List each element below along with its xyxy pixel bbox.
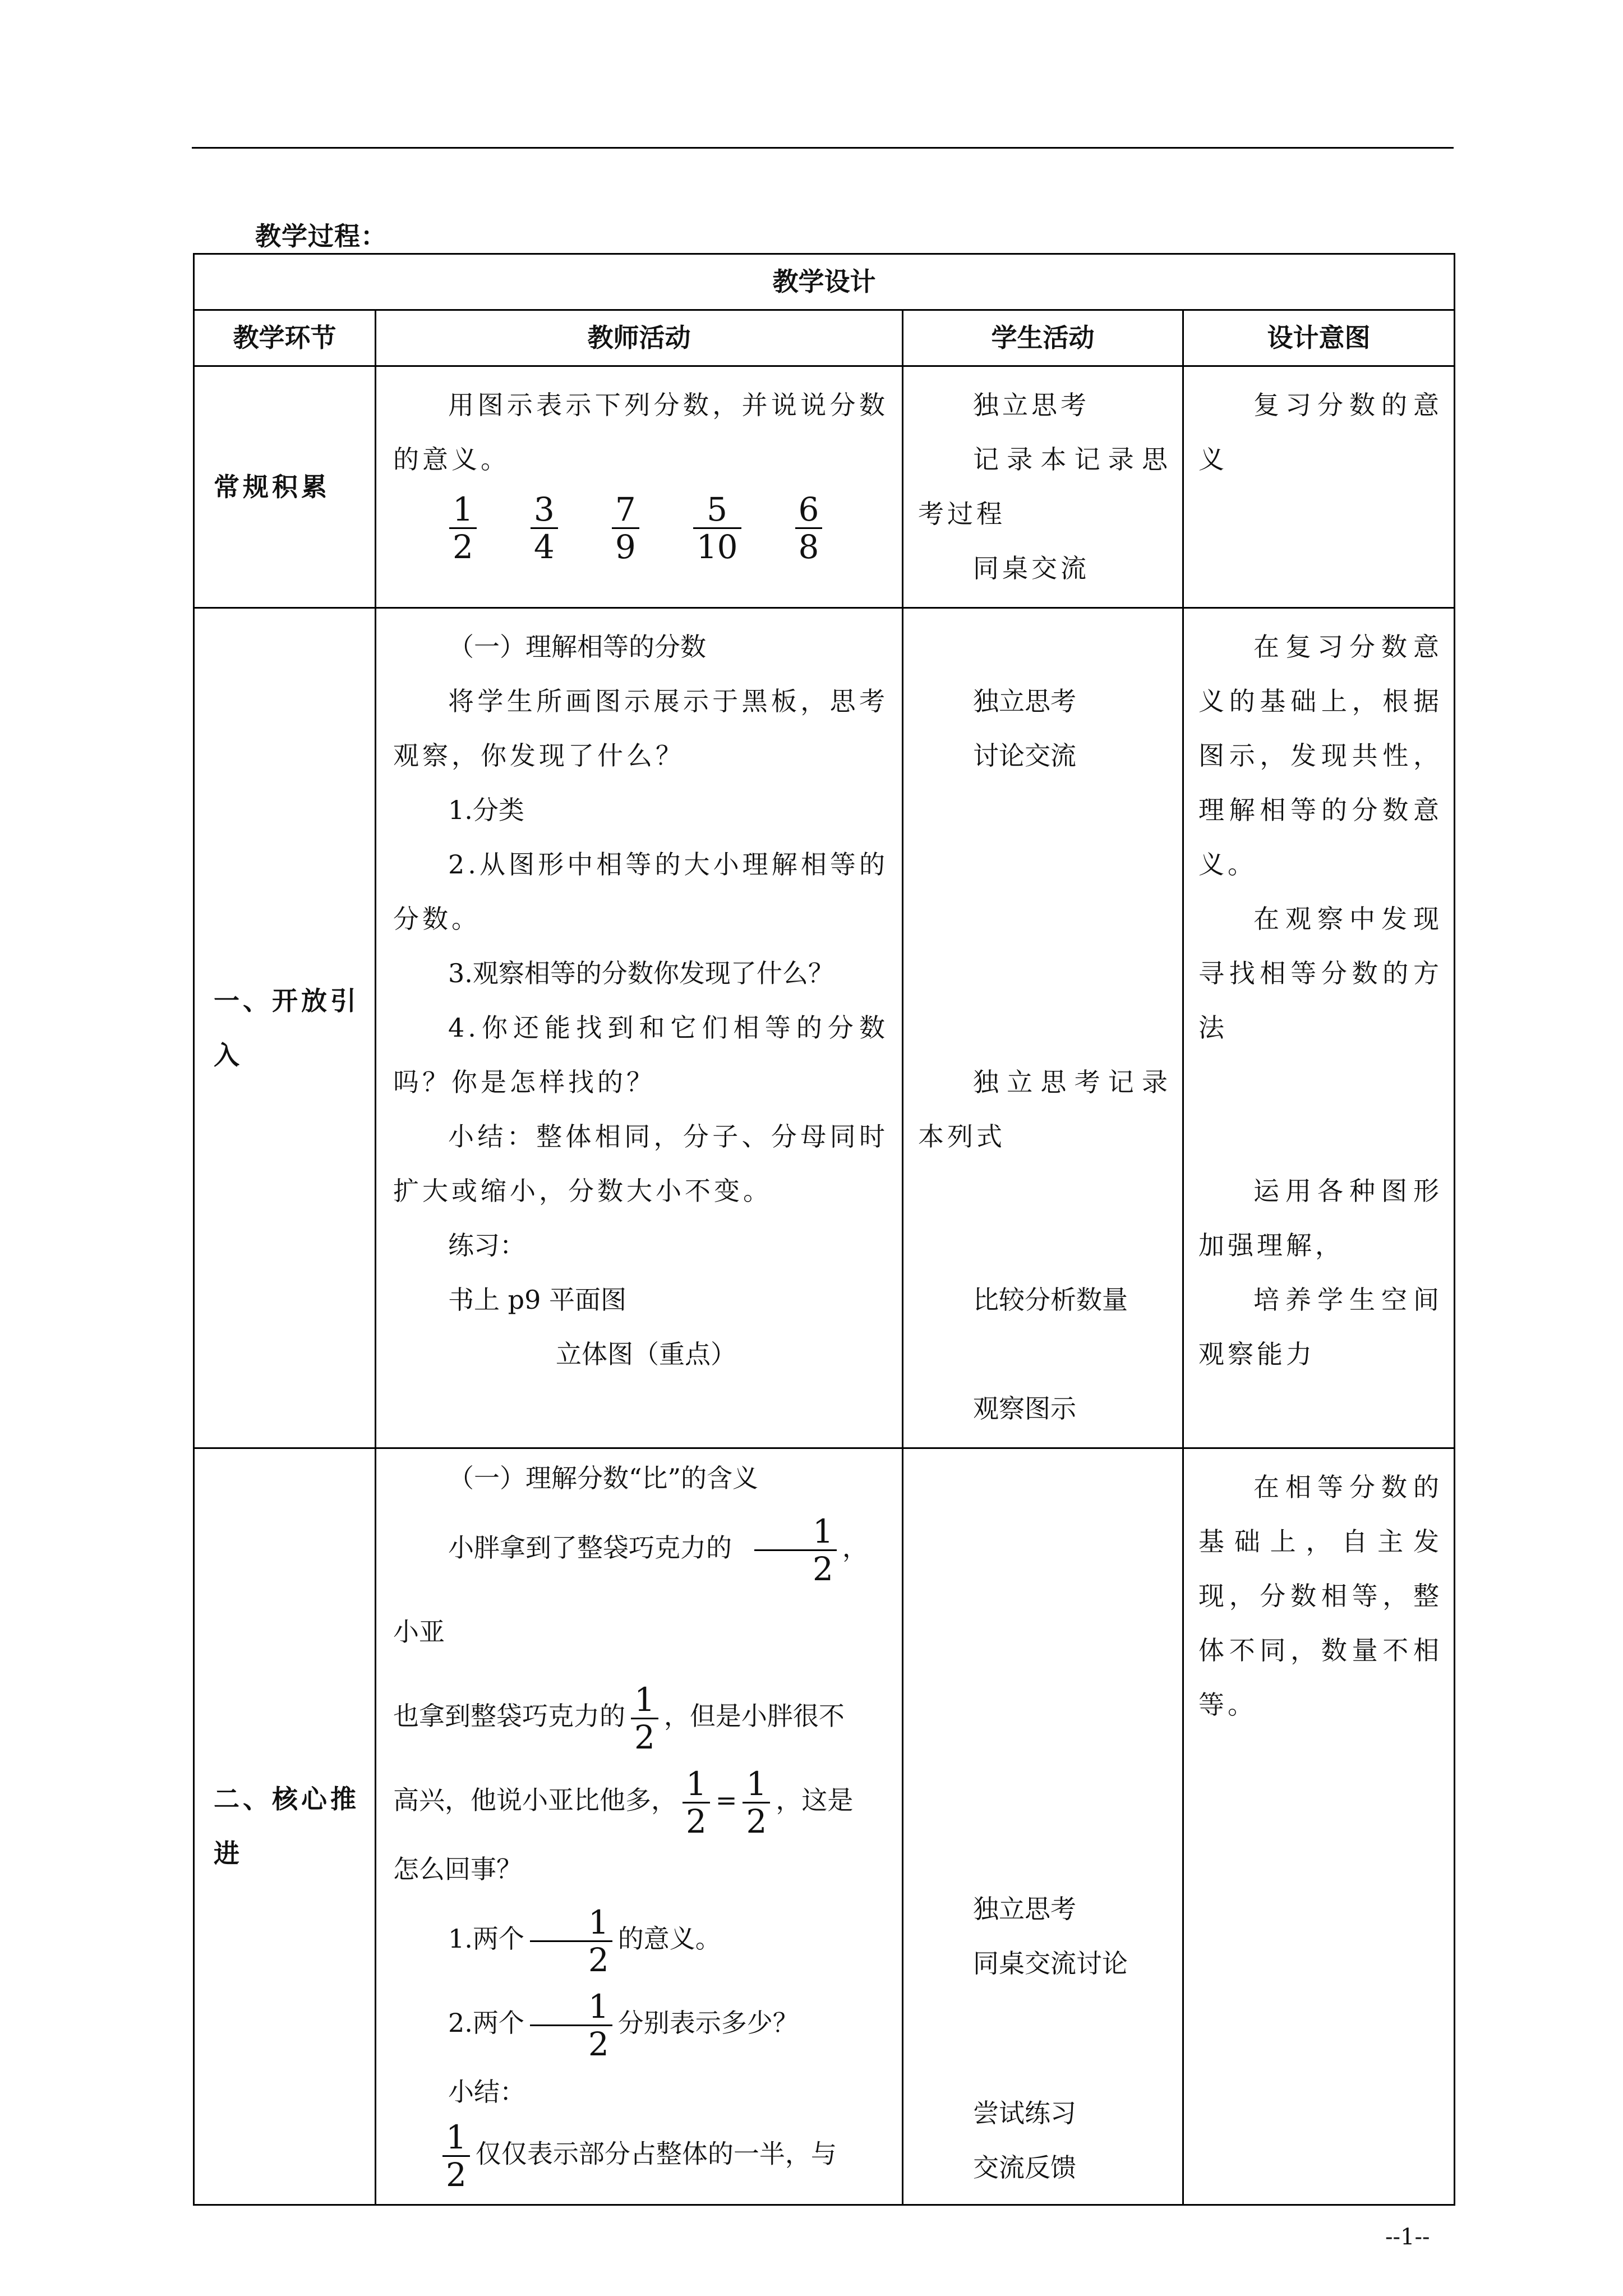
fraction: $\frac{1}{2}$ xyxy=(631,1682,658,1755)
student-line: 尝试练习 xyxy=(973,2098,1076,2128)
teacher-line: 用图示表示下列分数，并说说分数的意义。 xyxy=(393,390,888,475)
student-line: 观察图示 xyxy=(973,1393,1076,1424)
fraction-list xyxy=(393,491,888,565)
table-title: 教学设计 xyxy=(194,254,1455,310)
fraction: $\frac{1}{2}$ xyxy=(530,1989,612,2062)
student-line: 交流反馈 xyxy=(973,2152,1076,2183)
teacher-line: 高兴，他说小亚比他多， $\frac{1}{2}$ = $\frac{1}{2}$ ，这是 xyxy=(393,1764,854,1841)
student-line: 讨论交流 xyxy=(973,740,1076,771)
fraction: $\frac{7}{9}$ xyxy=(612,491,639,565)
teacher-line: 2.从图形中相等的大小理解相等的分数。 xyxy=(393,849,888,934)
fraction: $\frac{5}{10}$ xyxy=(693,491,741,565)
fraction: $\frac{1}{2}$ xyxy=(449,491,477,565)
table-header-row xyxy=(194,310,1455,366)
student-line: 独立思考记录本列式 xyxy=(918,1067,1171,1152)
section-label: 一、开放引入 xyxy=(194,608,376,1448)
section-label: 二、核心推进 xyxy=(194,1448,376,2205)
student-activity xyxy=(903,608,1183,1448)
table-row xyxy=(194,608,1455,1448)
student-line: 记录本记录思考过程 xyxy=(918,444,1171,529)
teacher-line: 1.两个 $\frac{1}{2}$ 的意义。 xyxy=(448,1903,721,1979)
col-header-stage: 教学环节 xyxy=(194,310,376,366)
col-header-student: 学生活动 xyxy=(903,310,1183,366)
teacher-line: 小结：整体相同，分子、分母同时扩大或缩小，分数大小不变。 xyxy=(393,1121,888,1206)
section-heading: 教学过程： xyxy=(255,221,387,251)
teacher-line: 练习： xyxy=(448,1230,525,1260)
design-intent xyxy=(1183,608,1455,1448)
fraction: $\frac{1}{2}$ xyxy=(683,1766,710,1839)
student-line: 独立思考 xyxy=(973,686,1076,716)
teacher-activity xyxy=(376,366,903,608)
student-line: 比较分析数量 xyxy=(973,1285,1128,1315)
student-line: 同桌交流讨论 xyxy=(973,1948,1128,1978)
teacher-line: 小结： xyxy=(448,2077,525,2107)
col-header-design: 设计意图 xyxy=(1183,310,1455,366)
student-line: 独立思考 xyxy=(973,390,1090,420)
teacher-activity xyxy=(376,1448,903,2205)
table-row xyxy=(194,1448,1455,2205)
header-rule xyxy=(192,147,1454,149)
fraction: $\frac{1}{2}$ xyxy=(754,1513,837,1587)
table-row xyxy=(194,366,1455,608)
teacher-line: （一）理解相等的分数 xyxy=(448,632,706,662)
teacher-line: 也拿到整袋巧克力的 $\frac{1}{2}$ ，但是小胖很不 xyxy=(393,1680,845,1756)
fraction: $\frac{3}{4}$ xyxy=(531,491,558,565)
design-text: 在复习分数意义的基础上，根据图示，发现共性，理解相等的分数意义。 xyxy=(1198,632,1442,880)
design-text: 培养学生空间观察能力 xyxy=(1198,1285,1442,1369)
student-activity xyxy=(903,1448,1183,2205)
teacher-line: （一）理解分数“比”的含义 xyxy=(448,1463,759,1493)
fraction: $\frac{6}{8}$ xyxy=(795,491,823,565)
lesson-design-table xyxy=(193,253,1455,2206)
teacher-line: 1.分类 xyxy=(448,795,524,825)
design-text: 运用各种图形加强理解， xyxy=(1198,1176,1442,1260)
student-line: 独立思考 xyxy=(973,1894,1076,1924)
teacher-line: 怎么回事？ xyxy=(393,1854,522,1884)
teacher-line: 3.观察相等的分数你发现了什么？ xyxy=(448,958,834,988)
teacher-line: 将学生所画图示展示于黑板，思考观察，你发现了什么？ xyxy=(393,686,888,771)
col-header-teacher: 教师活动 xyxy=(376,310,903,366)
student-line: 同桌交流 xyxy=(973,553,1090,583)
fraction: $\frac{1}{2}$ xyxy=(530,1904,612,1978)
teacher-line: 2.两个 $\frac{1}{2}$ 分别表示多少？ xyxy=(448,1987,799,2063)
teacher-activity xyxy=(376,608,903,1448)
design-intent xyxy=(1183,1448,1455,2205)
student-activity xyxy=(903,366,1183,608)
fraction: $\frac{1}{2}$ xyxy=(442,2119,470,2193)
teacher-line: 小胖拿到了整袋巧克力的 $\frac{1}{2}$ ，小亚 xyxy=(393,1512,868,1647)
page-number: --1-- xyxy=(1385,2224,1430,2250)
section-label: 常规积累 xyxy=(194,366,376,608)
fraction: $\frac{1}{2}$ xyxy=(743,1766,770,1839)
design-intent xyxy=(1183,366,1455,608)
design-text: 在相等分数的基础上，自主发现，分数相等，整体不同，数量不相等。 xyxy=(1198,1472,1442,1720)
teacher-line: $\frac{1}{2}$ 仅仅表示部分占整体的一半，与 xyxy=(393,2119,888,2193)
teacher-line: 4.你还能找到和它们相等的分数吗？你是怎样找的？ xyxy=(393,1013,888,1097)
design-text: 在观察中发现寻找相等分数的方法 xyxy=(1198,904,1442,1043)
design-text: 复习分数的意义 xyxy=(1198,390,1442,475)
teacher-line: 立体图（重点） xyxy=(556,1339,736,1369)
teacher-line: 书上 p9 平面图 xyxy=(448,1285,626,1315)
